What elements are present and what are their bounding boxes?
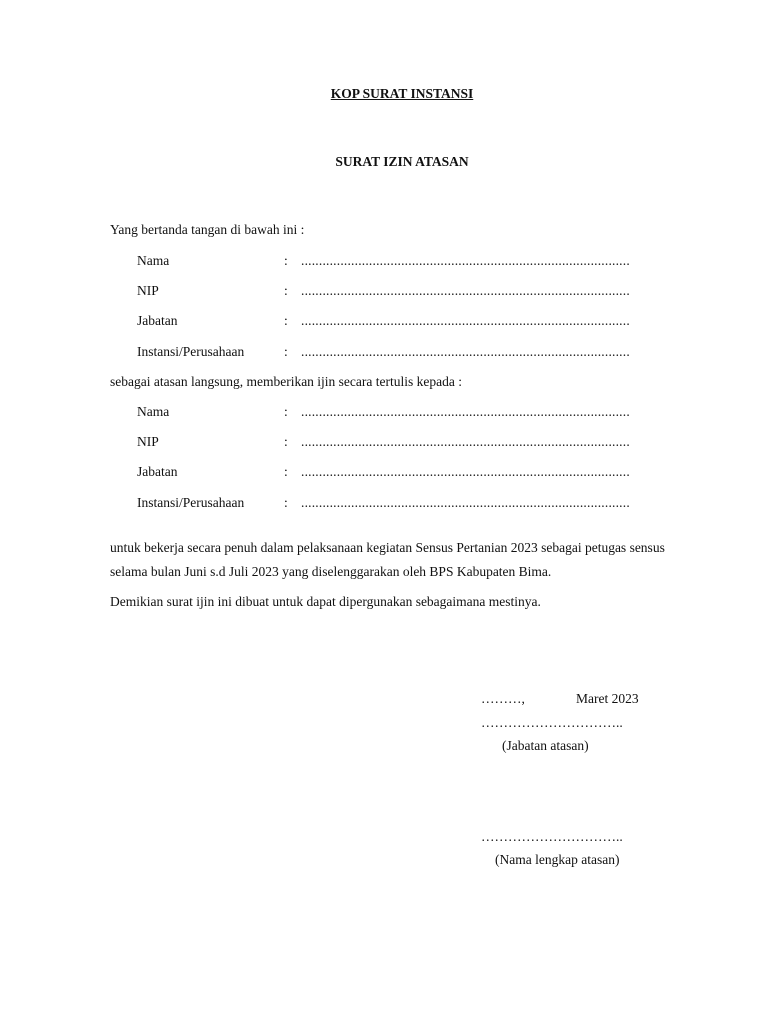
body-line: untuk bekerja secara penuh dalam pelaksanaan kegiatan Sensus Pertanian 2023 sebagai petugas sensus xyxy=(110,540,665,555)
field-colon: : xyxy=(284,253,288,268)
letterhead-title: KOP SURAT INSTANSI xyxy=(330,86,474,101)
field-colon: : xyxy=(284,404,288,419)
signature-date: Maret 2023 xyxy=(576,691,639,706)
field-label: Nama xyxy=(137,253,170,268)
field-colon: : xyxy=(284,313,288,328)
letter-title: SURAT IZIN ATASAN xyxy=(335,154,469,169)
field-blank: ............................................................................................ xyxy=(301,313,630,328)
name-label: (Nama lengkap atasan) xyxy=(495,852,620,867)
field-label: Instansi/Perusahaan xyxy=(137,344,245,359)
closing-line: Demikian surat ijin ini dibuat untuk dapat dipergunakan sebagaimana mestinya. xyxy=(110,594,541,609)
field-label: NIP xyxy=(137,434,159,449)
field-label: Nama xyxy=(137,404,170,419)
field-colon: : xyxy=(284,344,288,359)
field-blank: ............................................................................................ xyxy=(301,404,630,419)
signature-place: ………, xyxy=(481,691,525,706)
field-blank: ............................................................................................ xyxy=(301,495,630,510)
field-colon: : xyxy=(284,434,288,449)
body-line: selama bulan Juni s.d Juli 2023 yang diselenggarakan oleh BPS Kabupaten Bima. xyxy=(110,564,552,579)
field-blank: ............................................................................................ xyxy=(301,344,630,359)
intro-employee: sebagai atasan langsung, memberikan ijin secara tertulis kepada : xyxy=(110,374,462,389)
field-blank: ............................................................................................ xyxy=(301,283,630,298)
position-label: (Jabatan atasan) xyxy=(502,738,589,753)
field-colon: : xyxy=(284,464,288,479)
field-label: Jabatan xyxy=(137,464,178,479)
field-blank: ............................................................................................ xyxy=(301,253,630,268)
field-label: Instansi/Perusahaan xyxy=(137,495,245,510)
field-blank: ............................................................................................ xyxy=(301,464,630,479)
field-label: NIP xyxy=(137,283,159,298)
field-colon: : xyxy=(284,495,288,510)
field-label: Jabatan xyxy=(137,313,178,328)
field-colon: : xyxy=(284,283,288,298)
position-blank: ………………………….. xyxy=(481,715,623,730)
intro-signer: Yang bertanda tangan di bawah ini : xyxy=(110,222,305,237)
name-blank: ………………………….. xyxy=(481,829,623,844)
field-blank: ............................................................................................ xyxy=(301,434,630,449)
